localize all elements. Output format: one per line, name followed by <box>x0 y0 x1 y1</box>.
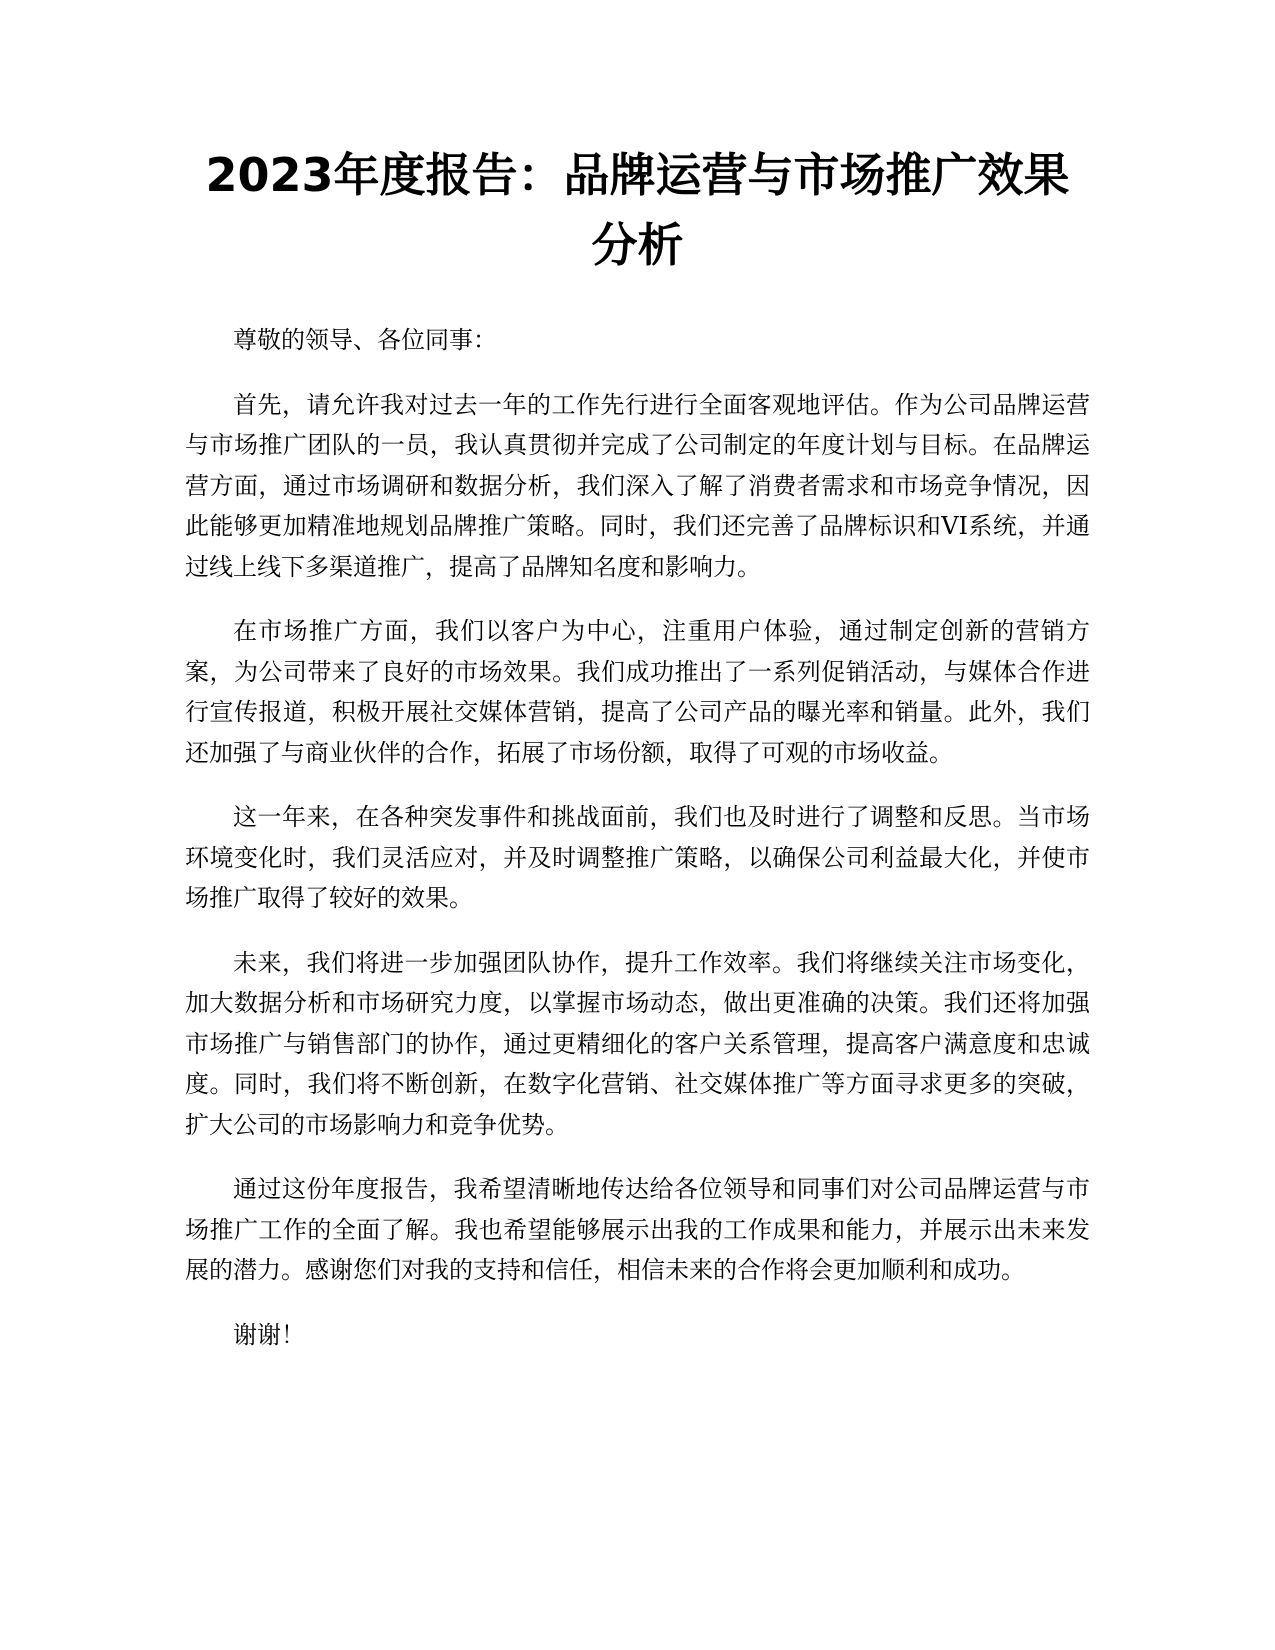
paragraph-adjustment-reflection: 这一年来，在各种突发事件和挑战面前，我们也及时进行了调整和反思。当市场环境变化时，我们灵活应对，并及时调整推广策略，以确保公司利益最大化，并使市场推广取得了较好的效果。 <box>185 803 1090 912</box>
paragraph-market-promotion: 在市场推广方面，我们以客户为中心，注重用户体验，通过制定创新的营销方案，为公司带来了良好的市场效果。我们成功推出了一系列促销活动，与媒体合作进行宣传报道，积极开展社交媒体营销，提高了公司产品的曝光率和销量。此外，我们还加强了与商业伙伴的合作，拓展了市场份额，取得了可观的市场收益。 <box>185 617 1090 767</box>
closing-thanks: 谢谢！ <box>233 1320 305 1349</box>
document-title: 2023年度报告：品牌运营与市场推广效果分析 <box>205 148 1070 272</box>
paragraph-self-evaluation: 首先，请允许我对过去一年的工作先行进行全面客观地评估。作为公司品牌运营与市场推广团队的一员，我认真贯彻并完成了公司制定的年度计划与目标。在品牌运营方面，通过市场调研和数据分析，我们深入了解了消费者需求和市场竞争情况，因此能够更加精准地规划品牌推广策略。同时，我们还完善了品牌标识和VI系统，并通过线上线下多渠道推广，提高了品牌知名度和影响力。 <box>185 390 1090 581</box>
document-body <box>185 320 1090 1379</box>
salutation: 尊敬的领导、各位同事： <box>233 326 497 354</box>
paragraph-conclusion: 通过这份年度报告，我希望清晰地传达给各位领导和同事们对公司品牌运营与市场推广工作的全面了解。我也希望能够展示出我的工作成果和能力，并展示出未来发展的潜力。感谢您们对我的支持和信任，相信未来的合作将会更加顺利和成功。 <box>185 1175 1090 1284</box>
paragraph-future-plan: 未来，我们将进一步加强团队协作，提升工作效率。我们将继续关注市场变化，加大数据分析和市场研究力度，以掌握市场动态，做出更准确的决策。我们还将加强市场推广与销售部门的协作，通过更精细化的客户关系管理，提高客户满意度和忠诚度。同时，我们将不断创新，在数字化营销、社交媒体推广等方面寻求更多的突破，扩大公司的市场影响力和竞争优势。 <box>185 948 1090 1139</box>
